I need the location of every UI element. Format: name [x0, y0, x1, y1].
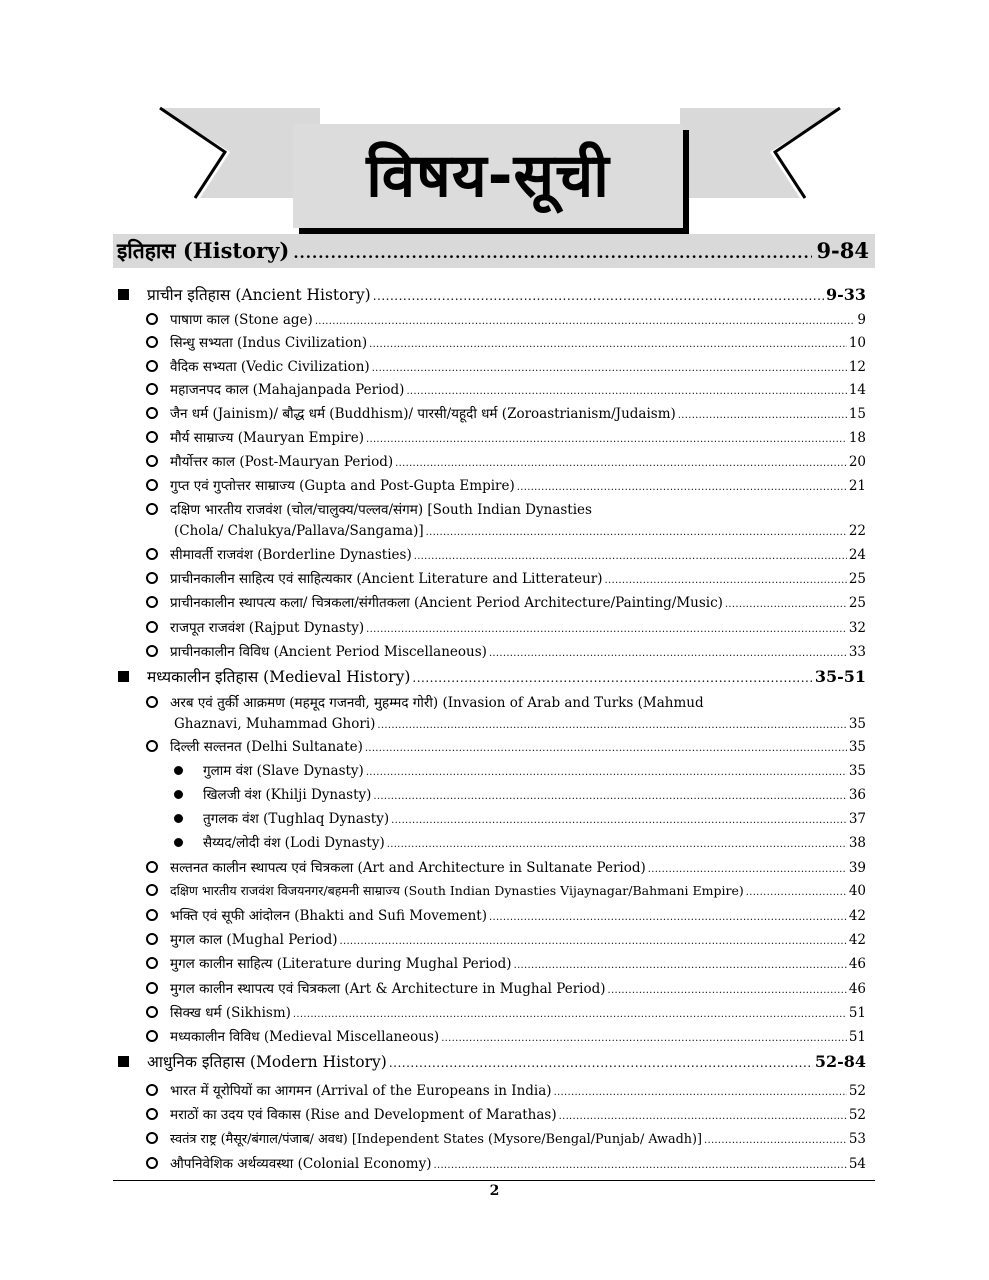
- leader-dots: [315, 316, 856, 327]
- item-label: मौर्योत्तर काल (Post-Mauryan Period): [170, 454, 394, 470]
- toc-item-continuation[interactable]: [174, 523, 866, 539]
- subitem-page: 37: [848, 811, 866, 827]
- toc-item[interactable]: [146, 404, 866, 422]
- circle-bullet-icon: [146, 982, 158, 994]
- toc-item[interactable]: [146, 882, 866, 899]
- leader-dots: [412, 671, 812, 685]
- leader-dots: [434, 1160, 847, 1171]
- toc-item[interactable]: [146, 545, 866, 563]
- item-page: 54: [848, 1156, 866, 1172]
- toc-item[interactable]: [146, 310, 866, 328]
- item-label: मध्यकालीन विविध (Medieval Miscellaneous): [170, 1029, 440, 1045]
- toc-subitem[interactable]: [174, 761, 866, 779]
- item-label: राजपूत राजवंश (Rajput Dynasty): [170, 620, 365, 636]
- item-label: मुगल कालीन स्थापत्य एवं चित्रकला (Art & Architecture in Mughal Period): [170, 981, 606, 997]
- leader-dots: [293, 1009, 847, 1020]
- item-page: 52: [848, 1083, 866, 1099]
- leader-dots: [391, 815, 847, 826]
- item-page: 24: [848, 547, 866, 563]
- leader-dots: [648, 864, 847, 875]
- bullet-dot-icon: [174, 766, 183, 775]
- item-label: प्राचीनकालीन स्थापत्य कला/ चित्रकला/संगीतकला (Ancient Period Architecture/Painting/Music): [170, 595, 723, 611]
- item-label: महाजनपद काल (Mahajanpada Period): [170, 382, 405, 398]
- section-medieval-history[interactable]: [118, 665, 866, 687]
- circle-bullet-icon: [146, 572, 158, 584]
- leader-dots: [366, 434, 847, 445]
- section-label: आधुनिक इतिहास (Modern History): [147, 1053, 387, 1071]
- leader-dots: [725, 599, 847, 610]
- item-page: 46: [848, 981, 866, 997]
- main-section-pages: 9-84: [816, 238, 869, 263]
- leader-dots: [373, 289, 824, 303]
- leader-dots: [366, 624, 847, 635]
- toc-item[interactable]: [146, 618, 866, 636]
- toc-subitem[interactable]: [174, 833, 866, 851]
- leader-dots: [369, 339, 847, 350]
- item-label: औपनिवेशिक अर्थव्यवस्था (Colonial Economy): [170, 1156, 432, 1172]
- circle-bullet-icon: [146, 383, 158, 395]
- toc-item[interactable]: [146, 1081, 866, 1099]
- item-page: 40: [848, 883, 866, 899]
- item-label: प्राचीनकालीन साहित्य एवं साहित्यकार (Ancient Literature and Litterateur): [170, 571, 603, 587]
- leader-dots: [489, 912, 847, 923]
- item-label-continuation: (Chola/ Chalukya/Pallava/Sangama)]: [174, 523, 424, 539]
- circle-bullet-icon: [146, 740, 158, 752]
- item-label: दक्षिण भारतीय राजवंश विजयनगर/बहमनी साम्राज्य (South Indian Dynasties Vijaynagar/Bahmani Empire): [170, 883, 744, 898]
- toc-item[interactable]: [146, 930, 866, 948]
- toc-item[interactable]: [146, 452, 866, 470]
- section-modern-history[interactable]: [118, 1050, 866, 1072]
- square-bullet-icon: [118, 289, 129, 300]
- circle-bullet-icon: [146, 479, 158, 491]
- item-label: प्राचीनकालीन विविध (Ancient Period Miscellaneous): [170, 644, 487, 660]
- item-page: 12: [848, 359, 866, 375]
- item-label: भक्ति एवं सूफी आंदोलन (Bhakti and Sufi Movement): [170, 908, 487, 924]
- subitem-label: गुलाम वंश (Slave Dynasty): [203, 763, 364, 779]
- item-page: 51: [848, 1029, 866, 1045]
- section-label: मध्यकालीन इतिहास (Medieval History): [147, 668, 411, 686]
- item-page: 35: [848, 739, 866, 755]
- item-page: 9: [857, 312, 866, 328]
- item-page: 53: [848, 1131, 866, 1147]
- subitem-label: तुगलक वंश (Tughlaq Dynasty): [203, 811, 390, 827]
- subitem-page: 38: [848, 835, 866, 851]
- circle-bullet-icon: [146, 621, 158, 633]
- circle-bullet-icon: [146, 407, 158, 419]
- item-page: 10: [848, 335, 866, 351]
- footer-divider: [113, 1180, 875, 1181]
- toc-item[interactable]: [146, 333, 866, 351]
- section-label: प्राचीन इतिहास (Ancient History): [147, 286, 371, 304]
- title-box: [293, 124, 683, 228]
- item-page: 14: [848, 382, 866, 398]
- leader-dots: [554, 1087, 847, 1098]
- title-banner: [150, 100, 850, 240]
- toc-item[interactable]: [146, 979, 866, 997]
- circle-bullet-icon: [146, 313, 158, 325]
- toc-item[interactable]: [146, 569, 866, 587]
- toc-item[interactable]: [146, 1027, 866, 1045]
- toc-item[interactable]: [146, 380, 866, 398]
- toc-item[interactable]: [146, 954, 866, 972]
- item-page: 33: [848, 644, 866, 660]
- toc-item[interactable]: [146, 1003, 866, 1021]
- item-page: 25: [848, 595, 866, 611]
- leader-dots: [426, 527, 847, 538]
- leader-dots: [704, 1135, 847, 1146]
- page-title: विषय-सूची: [366, 141, 610, 211]
- item-label-continuation: Ghaznavi, Muhammad Ghori): [174, 716, 376, 732]
- circle-bullet-icon: [146, 360, 158, 372]
- leader-dots: [608, 985, 847, 996]
- toc-item[interactable]: [146, 357, 866, 375]
- item-label: मौर्य साम्राज्य (Mauryan Empire): [170, 430, 364, 446]
- leader-dots: [517, 482, 847, 493]
- leader-dots: [395, 458, 847, 469]
- circle-bullet-icon: [146, 1030, 158, 1042]
- circle-bullet-icon: [146, 1006, 158, 1018]
- item-label: सीमावर्ती राजवंश (Borderline Dynasties): [170, 547, 412, 563]
- toc-item-continuation[interactable]: [174, 716, 866, 732]
- item-page: 39: [848, 860, 866, 876]
- item-label: दिल्ली सल्तनत (Delhi Sultanate): [170, 739, 363, 755]
- section-pages: 52-84: [814, 1052, 866, 1071]
- toc-item[interactable]: [146, 476, 866, 494]
- subitem-page: 35: [848, 763, 866, 779]
- leader-dots: [746, 887, 847, 898]
- circle-bullet-icon: [146, 1084, 158, 1096]
- toc-item[interactable]: [146, 1129, 866, 1147]
- toc-item[interactable]: [146, 1105, 866, 1123]
- toc-item[interactable]: [146, 428, 866, 446]
- item-label: जैन धर्म (Jainism)/ बौद्ध धर्म (Buddhism)/ पारसी/यहूदी धर्म (Zoroastrianism/Judaism): [170, 406, 676, 422]
- page-number: 2: [489, 1183, 500, 1199]
- square-bullet-icon: [118, 1056, 129, 1067]
- toc-item[interactable]: [146, 737, 866, 755]
- leader-dots: [366, 767, 847, 778]
- item-label: सिक्ख धर्म (Sikhism): [170, 1005, 291, 1021]
- toc-subitem[interactable]: [174, 809, 866, 827]
- item-label: दक्षिण भारतीय राजवंश (चोल/चालुक्य/पल्लव/संगम) [South Indian Dynasties: [170, 502, 592, 518]
- subitem-page: 36: [848, 787, 866, 803]
- item-page: 52: [848, 1107, 866, 1123]
- leader-dots: [441, 1033, 847, 1044]
- item-label: मुगल काल (Mughal Period): [170, 932, 338, 948]
- item-page: 20: [848, 454, 866, 470]
- circle-bullet-icon: [146, 455, 158, 467]
- circle-bullet-icon: [146, 431, 158, 443]
- bullet-dot-icon: [174, 790, 183, 799]
- item-label: सिन्धु सभ्यता (Indus Civilization): [170, 335, 368, 351]
- circle-bullet-icon: [146, 884, 158, 896]
- item-page: 42: [848, 908, 866, 924]
- circle-bullet-icon: [146, 696, 158, 708]
- circle-bullet-icon: [146, 957, 158, 969]
- leader-dots: [372, 363, 847, 374]
- leader-dots: [678, 410, 847, 421]
- circle-bullet-icon: [146, 1108, 158, 1120]
- circle-bullet-icon: [146, 1157, 158, 1169]
- item-page: 25: [848, 571, 866, 587]
- leader-dots: [387, 839, 847, 850]
- leader-dots: [339, 936, 846, 947]
- circle-bullet-icon: [146, 336, 158, 348]
- item-page: 22: [848, 523, 866, 539]
- toc-item[interactable]: [146, 693, 704, 711]
- bullet-dot-icon: [174, 838, 183, 847]
- leader-dots: [389, 1056, 813, 1070]
- leader-dots: [293, 244, 812, 262]
- square-bullet-icon: [118, 671, 129, 682]
- main-section-header: [113, 234, 875, 268]
- bullet-dot-icon: [174, 814, 183, 823]
- toc-subitem[interactable]: [174, 785, 866, 803]
- leader-dots: [559, 1111, 847, 1122]
- leader-dots: [406, 386, 846, 397]
- circle-bullet-icon: [146, 1132, 158, 1144]
- item-page: 42: [848, 932, 866, 948]
- item-label: स्वतंत्र राष्ट्र (मैसूर/बंगाल/पंजाब/ अवध) [Independent States (Mysore/Bengal/Punjab/ Awadh)]: [170, 1132, 702, 1147]
- toc-item[interactable]: [146, 858, 866, 876]
- circle-bullet-icon: [146, 861, 158, 873]
- circle-bullet-icon: [146, 933, 158, 945]
- item-label: अरब एवं तुर्की आक्रमण (महमूद गजनवी, मुहम्मद गोरी) (Invasion of Arab and Turks (Mahmud: [170, 695, 704, 711]
- item-page: 32: [848, 620, 866, 636]
- toc-item[interactable]: [146, 1154, 866, 1172]
- item-page: 35: [848, 716, 866, 732]
- leader-dots: [514, 960, 847, 971]
- item-page: 18: [848, 430, 866, 446]
- item-label: पाषाण काल (Stone age): [170, 312, 313, 328]
- item-page: 46: [848, 956, 866, 972]
- circle-bullet-icon: [146, 596, 158, 608]
- leader-dots: [489, 648, 847, 659]
- subitem-label: सैय्यद/लोदी वंश (Lodi Dynasty): [203, 835, 385, 851]
- circle-bullet-icon: [146, 645, 158, 657]
- item-page: 15: [848, 406, 866, 422]
- item-page: 51: [848, 1005, 866, 1021]
- circle-bullet-icon: [146, 909, 158, 921]
- leader-dots: [605, 575, 847, 586]
- item-label: मराठों का उदय एवं विकास (Rise and Development of Marathas): [170, 1107, 557, 1123]
- item-label: भारत में यूरोपियों का आगमन (Arrival of the Europeans in India): [170, 1083, 552, 1099]
- item-label: सल्तनत कालीन स्थापत्य एवं चित्रकला (Art and Architecture in Sultanate Period): [170, 860, 646, 876]
- toc-item[interactable]: [146, 906, 866, 924]
- item-label: गुप्त एवं गुप्तोत्तर साम्राज्य (Gupta and Post-Gupta Empire): [170, 478, 515, 494]
- item-label: मुगल कालीन साहित्य (Literature during Mughal Period): [170, 956, 512, 972]
- leader-dots: [365, 743, 847, 754]
- circle-bullet-icon: [146, 548, 158, 560]
- subitem-label: खिलजी वंश (Khilji Dynasty): [203, 787, 372, 803]
- toc-item[interactable]: [146, 642, 866, 660]
- leader-dots: [414, 551, 847, 562]
- item-page: 21: [848, 478, 866, 494]
- toc-item[interactable]: [146, 500, 592, 518]
- leader-dots: [373, 791, 846, 802]
- section-ancient-history[interactable]: [118, 283, 866, 305]
- toc-item[interactable]: [146, 593, 866, 611]
- circle-bullet-icon: [146, 503, 158, 515]
- section-pages: 9-33: [825, 285, 866, 304]
- leader-dots: [377, 720, 846, 731]
- section-pages: 35-51: [814, 667, 866, 686]
- main-section-label: इतिहास (History): [117, 238, 290, 263]
- item-label: वैदिक सभ्यता (Vedic Civilization): [170, 359, 370, 375]
